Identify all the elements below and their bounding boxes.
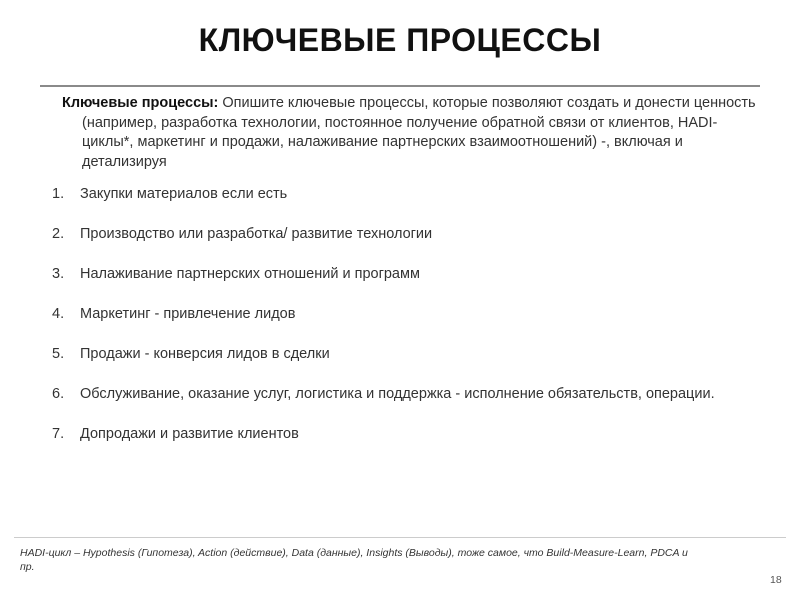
item-number: 1. <box>52 186 65 202</box>
item-number: 5. <box>52 346 65 362</box>
item-number: 2. <box>52 226 65 242</box>
process-list <box>52 186 715 466</box>
item-number: 4. <box>52 306 65 322</box>
footer-divider <box>14 537 786 538</box>
item-text: Производство или разработка/ развитие технологии <box>80 226 433 242</box>
page-number: 18 <box>770 574 782 586</box>
slide-title: КЛЮЧЕВЫЕ ПРОЦЕССЫ <box>198 22 602 58</box>
list-item <box>52 386 715 426</box>
item-text: Обслуживание, оказание услуг, логистика и поддержка - исполнение обязательств, операции. <box>80 386 715 402</box>
item-text: Налаживание партнерских отношений и программ <box>80 266 420 282</box>
list-item <box>52 346 715 386</box>
intro-paragraph <box>62 94 762 172</box>
item-text: Продажи - конверсия лидов в сделки <box>80 346 330 362</box>
title-divider <box>40 85 760 87</box>
list-item <box>52 226 715 266</box>
intro-text: Опишите ключевые процессы, которые позволяют создать и донести ценность (например, разработка технологии, постоянное получение обратной связи от клиентов, HADI-циклы*, маркетинг и продажи, налаживание партнерских взаимоотношений) -, включая и детализируя <box>82 95 756 170</box>
item-number: 3. <box>52 266 65 282</box>
intro-label: Ключевые процессы: <box>62 95 219 111</box>
list-item <box>52 426 715 466</box>
list-item <box>52 306 715 346</box>
list-item <box>52 186 715 226</box>
item-number: 6. <box>52 386 65 402</box>
footnote: HADI-цикл – Hypothesis (Гипотеза), Action (действие), Data (данные), Insights (Выводы), тоже самое, что Build-Measure-Learn, PDCA и пр. <box>20 547 688 573</box>
item-text: Маркетинг - привлечение лидов <box>80 306 296 322</box>
item-text: Закупки материалов если есть <box>80 186 288 202</box>
list-item <box>52 266 715 306</box>
item-number: 7. <box>52 426 65 442</box>
item-text: Допродажи и развитие клиентов <box>80 426 299 442</box>
